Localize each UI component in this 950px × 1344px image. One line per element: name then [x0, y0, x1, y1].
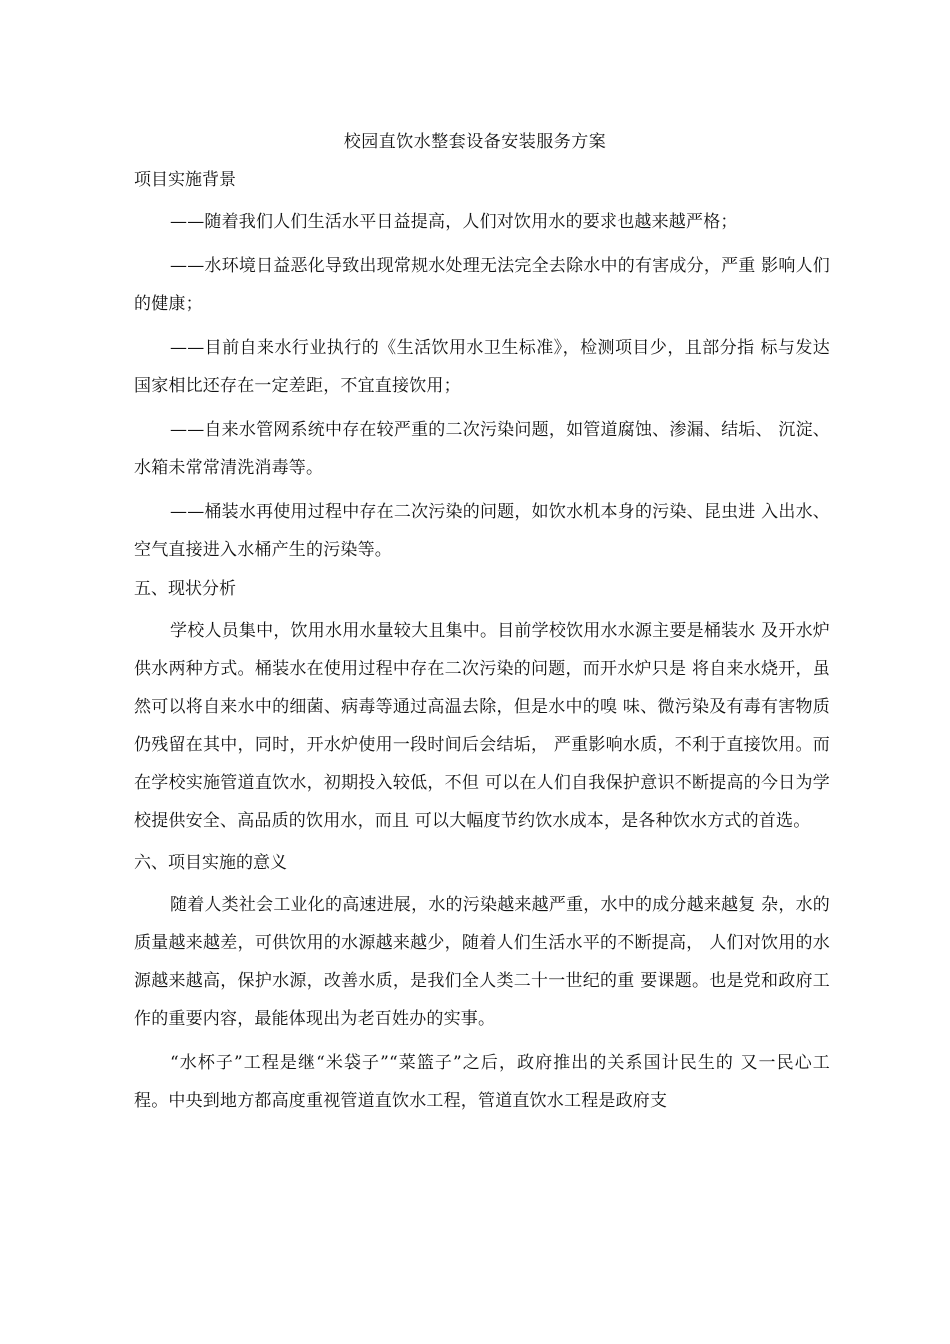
section-background [134, 166, 830, 569]
section-heading: 项目实施背景 [134, 170, 236, 190]
paragraph: ——水环境日益恶化导致出现常规水处理无法完全去除水中的有害成分，严重 影响人们的健康； [134, 256, 830, 314]
section-heading: 六、项目实施的意义 [134, 853, 287, 873]
paragraph: “水杯子”工程是继“米袋子”“菜篮子”之后，政府推出的关系国计民生的 又一民心工程。中央到地方都高度重视管道直饮水工程，管道直饮水工程是政府支 [134, 1053, 830, 1111]
paragraph: ——自来水管网系统中存在较严重的二次污染问题，如管道腐蚀、渗漏、结垢、 沉淀、水箱未常常清洗消毒等。 [134, 420, 830, 478]
section-heading: 五、现状分析 [134, 579, 236, 599]
section-significance [134, 849, 830, 1120]
section-status-analysis [134, 575, 830, 840]
document-title: 校园直饮水整套设备安装服务方案 [343, 132, 607, 152]
paragraph: ——随着我们人们生活水平日益提高，人们对饮用水的要求也越来越严格； [170, 212, 738, 232]
paragraph: ——桶装水再使用过程中存在二次污染的问题，如饮水机本身的污染、昆虫进 入出水、空气直接进入水桶产生的污染等。 [134, 502, 830, 560]
paragraph: 随着人类社会工业化的高速进展，水的污染越来越严重，水中的成分越来越复 杂，水的质量越来越差，可供饮用的水源越来越少，随着人们生活水平的不断提高， 人们对饮用的水源越来越高，保护水源，改善水质，是我们全人类二十一世纪的重 要课题。也是党和政府工作的重要内容，最能体现出为老百姓办的实事。 [134, 895, 830, 1029]
paragraph: 学校人员集中，饮用水用水量较大且集中。目前学校饮用水水源主要是桶装水 及开水炉供水两种方式。桶装水在使用过程中存在二次污染的问题，而开水炉只是 将自来水烧开，虽然可以将自来水中的细菌、病毒等通过高温去除，但是水中的嗅 味、微污染及有毒有害物质仍残留在其中，同时，开水炉使用一段时间后会结垢， 严重影响水质，不利于直接饮用。而在学校实施管道直饮水，初期投入较低，不但 可以在人们自我保护意识不断提高的今日为学校提供安全、高品质的饮用水，而且 可以大幅度节约饮水成本，是各种饮水方式的首选。 [134, 621, 830, 831]
document-body [134, 166, 830, 1126]
paragraph: ——目前自来水行业执行的《生活饮用水卫生标准》，检测项目少，且部分指 标与发达国家相比还存在一定差距，不宜直接饮用； [134, 338, 830, 396]
